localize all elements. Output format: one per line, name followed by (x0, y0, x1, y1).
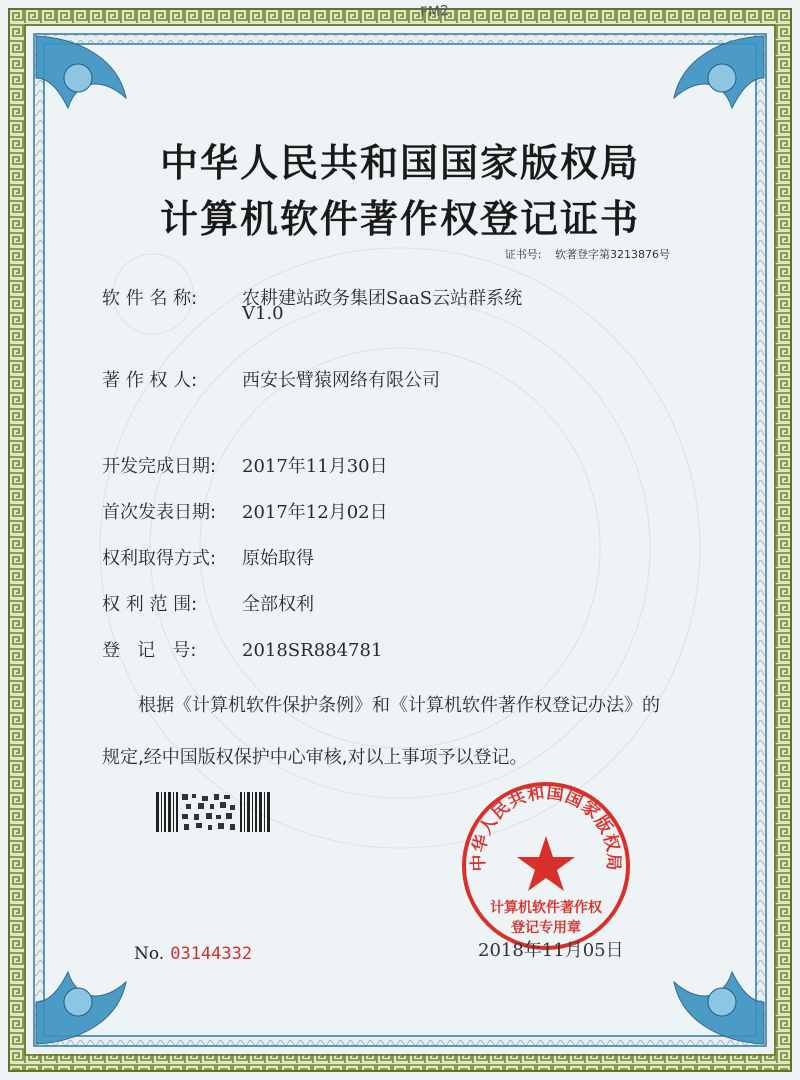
rights-method-row (102, 544, 314, 570)
registration-no-row (102, 636, 382, 662)
copyright-holder-row (102, 366, 440, 392)
software-name-row (102, 284, 522, 310)
publish-date-row (102, 498, 388, 524)
copyright-holder-label: 著 作 权 人: (102, 370, 198, 391)
registration-no-value: 2018SR884781 (242, 640, 383, 661)
software-name-label: 软 件 名 称: (102, 288, 198, 309)
seal-inner-line-1: 计算机软件著作权 (490, 900, 602, 916)
rights-scope-label: 权 利 范 围: (102, 594, 198, 615)
seal-inner-line-2: 登记专用章 (511, 920, 581, 936)
registration-no-label: 登 记 号: (102, 640, 197, 661)
serial-label: No. (134, 944, 165, 964)
barcode (156, 792, 270, 832)
copyright-holder-value: 西安长臂猿网络有限公司 (242, 370, 440, 391)
serial-value: 03144332 (170, 944, 253, 964)
handwritten-note: FM2 (419, 3, 450, 21)
certificate-number (505, 246, 670, 262)
dev-date-label: 开发完成日期: (102, 456, 217, 477)
statement-line-1: 根据《计算机软件保护条例》和《计算机软件著作权登记办法》的 (138, 695, 660, 716)
certificate-title: 计算机软件著作权登记证书 (159, 197, 640, 241)
rights-method-value: 原始取得 (242, 548, 314, 569)
software-version: V1.0 (242, 303, 284, 324)
certificate-number-label: 证书号: (504, 248, 542, 261)
seal-ring-text: 中华人民共和国国家版权局 (468, 782, 624, 872)
issue-date: 2018年11月05日 (478, 940, 624, 961)
rights-method-label: 权利取得方式: (102, 548, 217, 569)
dev-date-row (102, 452, 388, 478)
software-name-value: 农耕建站政务集团SaaS云站群系统 (242, 288, 523, 309)
publish-date-value: 2017年12月02日 (242, 502, 388, 523)
rights-scope-value: 全部权利 (242, 594, 314, 615)
statement-line-2: 规定,经中国版权保护中心审核,对以上事项予以登记。 (102, 747, 528, 768)
dev-date-value: 2017年11月30日 (242, 456, 388, 477)
publish-date-label: 首次发表日期: (102, 502, 217, 523)
certificate-number-value: 软著登字第3213876号 (555, 248, 670, 261)
official-seal (460, 780, 632, 952)
rights-scope-row (102, 590, 314, 616)
issuer-title: 中华人民共和国国家版权局 (159, 141, 640, 185)
serial-number (134, 944, 252, 964)
